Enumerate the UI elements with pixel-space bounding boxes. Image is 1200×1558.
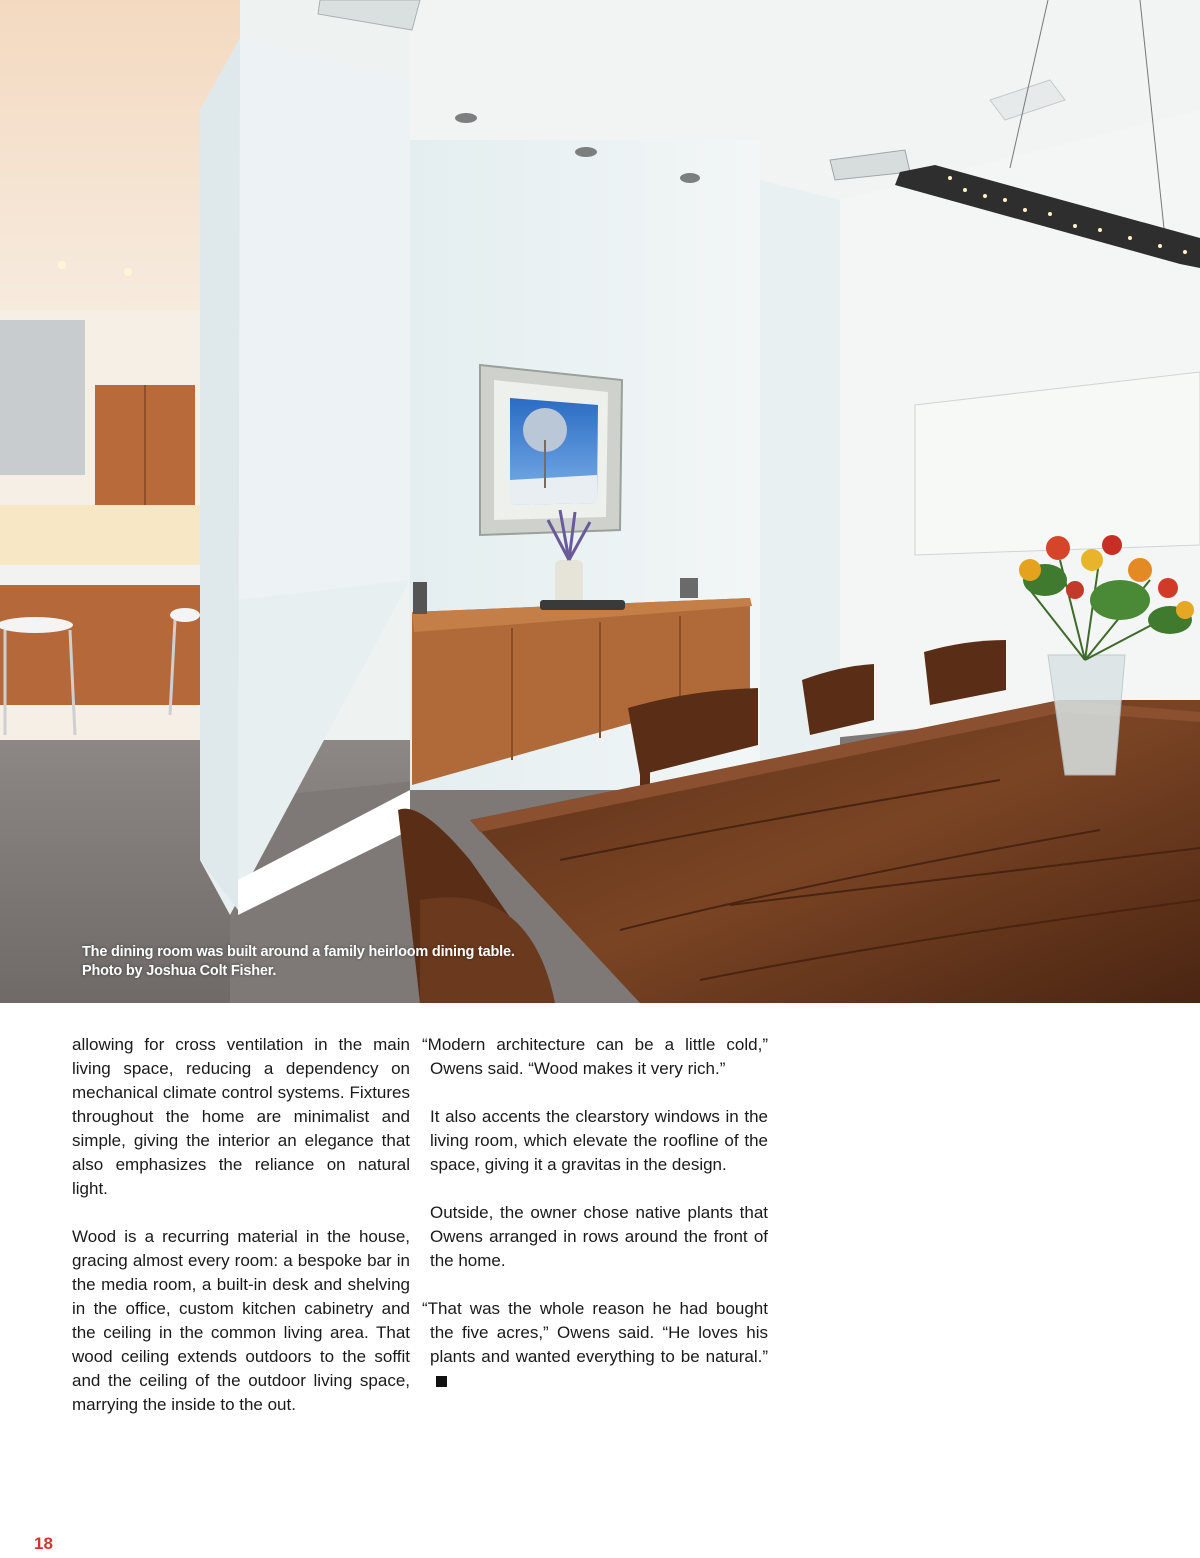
page-number: 18 (34, 1534, 53, 1553)
end-mark-icon (436, 1376, 447, 1387)
paragraph: Outside, the owner chose native plants that Owens arranged in rows around the front of the home. (430, 1203, 768, 1270)
caption-line: The dining room was built around a family heirloom dining table. (82, 944, 515, 960)
paragraph: “Modern architecture can be a little cold,” Owens said. “Wood makes it very rich.” (422, 1035, 768, 1078)
article-column-right (422, 1033, 768, 1393)
paragraph: allowing for cross ventilation in the main living space, reducing a dependency on mechanical climate control systems. Fixtures throughout the home are minimalist and simple, giving the interior an elegance that also emphasizes the reliance on natural light. (72, 1035, 410, 1198)
photo-credit: Photo by Joshua Colt Fisher. (82, 963, 277, 979)
paragraph-final (422, 1297, 768, 1393)
article-column-left (72, 1033, 410, 1417)
paragraph-text: “That was the whole reason he had bought the five acres,” Owens said. “He loves his plants and wanted everything to be natural.” (422, 1299, 768, 1366)
photo-caption (82, 943, 515, 981)
paragraph: Wood is a recurring material in the house, gracing almost every room: a bespoke bar in the media room, a built-in desk and shelving in the office, custom kitchen cabinetry and the ceiling in the common living area. That wood ceiling extends outdoors to the soffit and the ceiling of the outdoor living space, marrying the inside to the out. (72, 1227, 410, 1414)
paragraph: It also accents the clearstory windows in the living room, which elevate the roofline of the space, giving it a gravitas in the design. (430, 1107, 768, 1174)
